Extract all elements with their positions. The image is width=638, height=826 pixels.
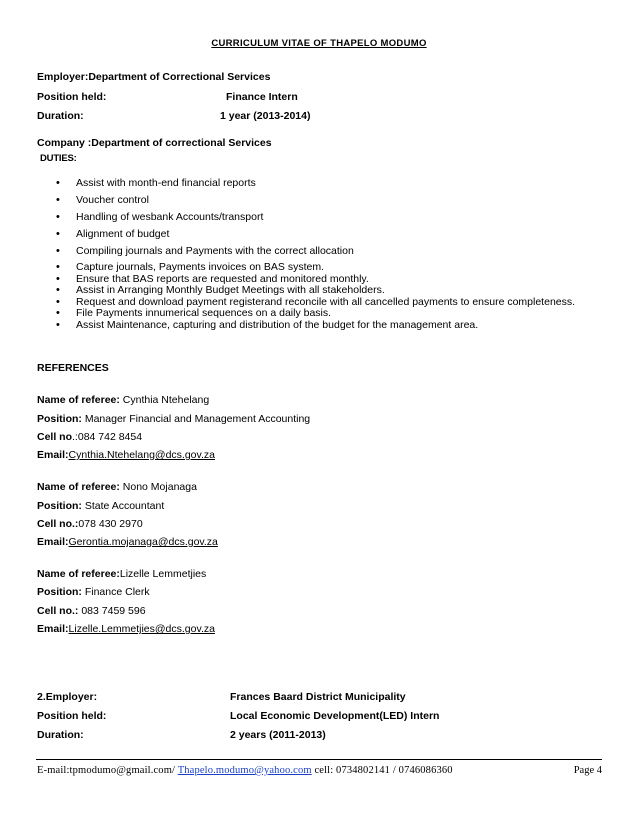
duty-item: • Assist in Arranging Monthly Budget Meetings with all stakeholders. [56, 285, 596, 297]
duty-item: • Handling of wesbank Accounts/transport [56, 211, 596, 224]
job2-employer-label: 2.Employer: [37, 691, 98, 703]
job1-company: Company :Department of correctional Services [37, 137, 272, 149]
job2-position-label: Position held: [37, 710, 107, 722]
referee-position: Position: Finance Clerk [37, 586, 150, 598]
job2-employer-value: Frances Baard District Municipality [230, 691, 406, 703]
job2-duration-value: 2 years (2011-2013) [230, 729, 326, 741]
references-heading: REFERENCES [37, 362, 109, 374]
job1-duration-value: 1 year (2013-2014) [220, 110, 311, 122]
page-number: Page 4 [573, 765, 602, 776]
job1-position-label: Position held: [37, 91, 107, 103]
duty-item: • Voucher control [56, 194, 596, 207]
referee-email-link[interactable]: Gerontia.mojanaga@dcs.gov.za [68, 536, 218, 548]
referee-cell: Cell no.: 083 7459 596 [37, 605, 146, 617]
duties-list [56, 177, 596, 331]
duty-item: • Assist with month-end financial reports [56, 177, 596, 190]
referee-email-link[interactable]: Lizelle.Lemmetjies@dcs.gov.za [68, 623, 215, 635]
referee-email: Email:Gerontia.mojanaga@dcs.gov.za [37, 536, 218, 548]
duty-item: • Assist Maintenance, capturing and distribution of the budget for the management area. [56, 320, 596, 332]
job1-duration-label: Duration: [37, 110, 84, 122]
referee-position: Position: State Accountant [37, 500, 165, 512]
job1-employer: Employer:Department of Correctional Services [37, 71, 271, 83]
referee-name: Name of referee: Cynthia Ntehelang [37, 394, 210, 406]
page-header [0, 38, 638, 49]
referee-email: Email:Cynthia.Ntehelang@dcs.gov.za [37, 449, 215, 461]
referee-cell: Cell no.:084 742 8454 [37, 431, 143, 443]
referee-name: Name of referee:Lizelle Lemmetjies [37, 568, 207, 580]
referee-cell: Cell no.:078 430 2970 [37, 518, 143, 530]
job1-position-value: Finance Intern [226, 91, 298, 103]
footer-divider [36, 759, 602, 760]
header-title: CURRICULUM VITAE OF THAPELO MODUMO [211, 38, 427, 49]
referee-name: Name of referee: Nono Mojanaga [37, 481, 197, 493]
referee-position: Position: Manager Financial and Management Accounting [37, 413, 311, 425]
referee-email: Email:Lizelle.Lemmetjies@dcs.gov.za [37, 623, 215, 635]
duty-item: • File Payments innumerical sequences on a daily basis. [56, 308, 596, 320]
duty-item: • Ensure that BAS reports are requested and monitored monthly. [56, 274, 596, 286]
duty-item: • Capture journals, Payments invoices on BAS system. [56, 262, 596, 274]
footer-email-link[interactable]: Thapelo.modumo@yahoo.com [177, 765, 312, 776]
job2-position-value: Local Economic Development(LED) Intern [230, 710, 440, 722]
duty-item: • Alignment of budget [56, 228, 596, 241]
referee-email-link[interactable]: Cynthia.Ntehelang@dcs.gov.za [68, 449, 215, 461]
duties-heading: DUTIES: [40, 153, 77, 164]
duty-item: • Compiling journals and Payments with the correct allocation [56, 245, 596, 258]
job2-duration-label: Duration: [37, 729, 84, 741]
duty-item: • Request and download payment registerand reconcile with all cancelled payments to ensure completeness. [56, 297, 596, 309]
footer-contact: E-mail:tpmodumo@gmail.com/ Thapelo.modumo@yahoo.com cell: 0734802141 / 0746086360 [37, 765, 453, 776]
